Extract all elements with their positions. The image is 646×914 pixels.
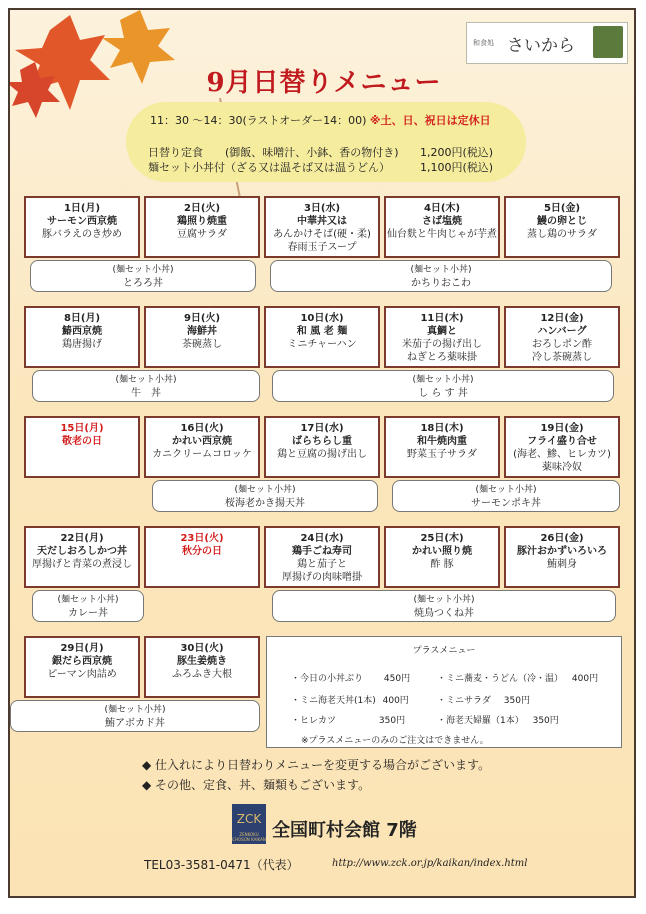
set-price: 1,100円(税込) xyxy=(420,161,494,174)
logo-small-text: 和食処 xyxy=(473,39,494,47)
day-date: 29日(月) xyxy=(60,643,104,654)
day-cell xyxy=(384,196,500,258)
men-set-box xyxy=(152,480,378,512)
men-set-label: (麺セット小丼) xyxy=(57,595,119,605)
day-cell xyxy=(504,416,620,478)
day-dish: かれい照り焼 xyxy=(412,546,472,557)
day-date: 19日(金) xyxy=(540,423,584,434)
day-dish: 鶏唐揚げ xyxy=(62,339,102,350)
day-dish: 米茄子の揚げ出し xyxy=(402,339,482,350)
day-dish: 酢 豚 xyxy=(430,559,454,570)
day-dish: 海鮮丼 xyxy=(187,326,217,337)
day-dish: かれい西京焼 xyxy=(172,436,232,447)
men-set-dish: 桜海老かき揚天丼 xyxy=(225,498,305,509)
venue-name: 全国町村会館 7階 xyxy=(272,820,417,841)
set-name: 麺セット小丼付（ざる又は温そば又は温うどん） xyxy=(148,161,390,174)
day-dish: 野菜玉子サラダ xyxy=(407,449,477,460)
day-dish: ねぎとろ薬味掛 xyxy=(407,352,477,363)
website-link[interactable]: http://www.zck.or.jp/kaikan/index.html xyxy=(332,858,528,869)
logo-name: さいから xyxy=(507,36,575,56)
men-set-box xyxy=(30,260,256,292)
notice-line: ◆ 仕入れにより日替わりメニューを変更する場合がございます。 xyxy=(142,758,491,772)
day-date: 25日(木) xyxy=(420,533,464,544)
day-date: 30日(火) xyxy=(180,643,224,654)
men-set-box xyxy=(270,260,612,292)
day-dish: 真鯛と xyxy=(427,326,457,337)
day-dish: さば塩焼 xyxy=(422,216,462,227)
day-dish: 鶏と豆腐の揚げ出し xyxy=(277,449,367,460)
plus-item: ・海老天婦羅（1本） 350円 xyxy=(437,716,559,726)
set-price: 1,200円(税込) xyxy=(420,146,494,159)
day-dish: (海老、鯵、ヒレカツ) xyxy=(513,449,611,460)
day-cell xyxy=(504,526,620,588)
day-date: 15日(月) xyxy=(60,423,104,434)
day-date: 11日(木) xyxy=(420,313,464,324)
men-set-dish: 牛 丼 xyxy=(131,388,161,399)
men-set-box xyxy=(10,700,260,732)
day-dish: 豚バラえのき炒め xyxy=(42,229,122,240)
day-dish: おろしポン酢 xyxy=(532,339,592,350)
zck-logo: ZCK ZENKOKU CHOSON KAIKAN xyxy=(232,804,266,844)
men-set-label: (麺セット小丼) xyxy=(413,595,475,605)
day-dish: 豚生姜焼き xyxy=(177,656,227,667)
day-cell xyxy=(24,526,140,588)
business-hours xyxy=(150,112,491,128)
day-date: 3日(水) xyxy=(303,203,341,214)
day-date: 24日(水) xyxy=(300,533,344,544)
day-date: 17日(水) xyxy=(300,423,344,434)
men-set-box xyxy=(32,590,144,622)
men-set-dish: 鮪アボカド丼 xyxy=(105,718,165,729)
day-date: 22日(月) xyxy=(60,533,104,544)
day-cell xyxy=(264,306,380,368)
day-date: 12日(金) xyxy=(540,313,584,324)
plus-note: ※プラスメニューのみのご注文はできません。 xyxy=(301,736,489,746)
men-set-box xyxy=(32,370,260,402)
telephone: TEL03-3581-0471（代表） xyxy=(144,858,299,872)
day-cell xyxy=(144,526,260,588)
day-dish: 鶏手ごね寿司 xyxy=(292,546,352,557)
plus-menu-title: プラスメニュー xyxy=(412,646,476,656)
men-set-dish: サーモンポキ丼 xyxy=(471,498,541,509)
plus-item: ・ミニ蕎麦・うどん（冷・温） 400円 xyxy=(437,674,599,684)
day-dish: 鰆西京焼 xyxy=(62,326,102,337)
day-dish: ピーマン肉詰め xyxy=(47,669,117,680)
day-cell xyxy=(384,416,500,478)
day-cell xyxy=(24,306,140,368)
day-date: 4日(木) xyxy=(423,203,461,214)
day-cell xyxy=(144,636,260,698)
men-set-dish: かちりおこわ xyxy=(411,278,471,289)
notice-line: ◆ その他、定食、丼、麺類もございます。 xyxy=(142,778,371,792)
menu-flyer xyxy=(8,8,636,898)
day-dish: あんかけそば(硬・柔) xyxy=(273,229,371,240)
closed-days: ※土、日、祝日は定休日 xyxy=(369,114,491,127)
day-cell xyxy=(264,526,380,588)
day-dish: 中華丼又は xyxy=(297,216,347,227)
plus-item: ・ヒレカツ 350円 xyxy=(291,716,406,726)
plus-item: ・今日の小丼ぶり 450円 xyxy=(291,674,411,684)
men-set-box xyxy=(272,590,616,622)
day-cell xyxy=(264,416,380,478)
day-dish: 鶏と茄子と xyxy=(297,559,347,570)
day-cell xyxy=(24,416,140,478)
men-set-label: (麺セット小丼) xyxy=(410,265,472,275)
day-date: 9日(火) xyxy=(183,313,221,324)
men-set-label: (麺セット小丼) xyxy=(104,705,166,715)
day-dish: 鶏照り焼重 xyxy=(177,216,227,227)
wheat-icon xyxy=(593,26,623,58)
plus-item: ・ミニ海老天丼(1本) 400円 xyxy=(291,696,409,706)
plus-item: ・ミニサラダ 350円 xyxy=(437,696,530,706)
day-dish: ふろふき大根 xyxy=(172,669,232,680)
men-set-dish: し ら す 丼 xyxy=(418,388,468,399)
day-dish: ハンバーグ xyxy=(537,326,587,337)
day-cell xyxy=(144,196,260,258)
day-dish: 厚揚げと青菜の煮浸し xyxy=(32,559,132,570)
day-date: 5日(金) xyxy=(543,203,581,214)
day-cell xyxy=(384,526,500,588)
day-dish: 茶碗蒸し xyxy=(182,339,222,350)
men-set-dish: カレー丼 xyxy=(68,608,108,619)
day-dish: 鰻の卵とじ xyxy=(537,216,587,227)
men-set-dish: 焼鳥つくね丼 xyxy=(414,608,474,619)
page-title: 9月日替りメニュー xyxy=(206,68,442,98)
day-date: 23日(火) xyxy=(180,533,224,544)
day-dish: 鮪刺身 xyxy=(547,559,577,570)
day-dish: 天だしおろしかつ丼 xyxy=(37,546,127,557)
men-set-box xyxy=(392,480,620,512)
day-dish: 薬味冷奴 xyxy=(542,462,582,473)
day-dish: 秋分の日 xyxy=(182,546,222,557)
day-dish: カニクリームコロッケ xyxy=(152,449,252,460)
men-set-label: (麺セット小丼) xyxy=(475,485,537,495)
day-dish: 蒸し鶏のサラダ xyxy=(527,229,597,240)
day-date: 18日(木) xyxy=(420,423,464,434)
day-cell xyxy=(504,306,620,368)
day-date: 10日(水) xyxy=(300,313,344,324)
men-set-label: (麺セット小丼) xyxy=(115,375,177,385)
day-cell xyxy=(24,196,140,258)
day-date: 2日(火) xyxy=(183,203,221,214)
day-cell xyxy=(384,306,500,368)
set-line-teishoku xyxy=(148,144,494,160)
day-date: 8日(月) xyxy=(63,313,101,324)
day-dish: ミニチャーハン xyxy=(287,339,357,350)
day-cell xyxy=(144,416,260,478)
men-set-label: (麺セット小丼) xyxy=(412,375,474,385)
day-dish: 豆腐サラダ xyxy=(177,229,227,240)
day-date: 16日(火) xyxy=(180,423,224,434)
day-date: 1日(月) xyxy=(63,203,101,214)
day-dish: フライ盛り合せ xyxy=(527,436,597,447)
set-line-men xyxy=(148,159,494,175)
day-dish: 豚汁おかずいろいろ xyxy=(517,546,607,557)
men-set-box xyxy=(272,370,614,402)
day-dish: 銀だら西京焼 xyxy=(52,656,112,667)
restaurant-logo xyxy=(466,22,628,64)
day-date: 26日(金) xyxy=(540,533,584,544)
men-set-label: (麺セット小丼) xyxy=(234,485,296,495)
day-cell xyxy=(24,636,140,698)
day-dish: 和牛焼肉重 xyxy=(417,436,467,447)
day-dish: サーモン西京焼 xyxy=(47,216,117,227)
hours-time: 11：30 〜14：30(ラストオーダー14：00) xyxy=(150,114,367,127)
day-cell xyxy=(144,306,260,368)
set-name: 日替り定食 (御飯、味噌汁、小鉢、香の物付き) xyxy=(148,146,399,159)
day-dish: 仙台麩と牛肉じゃが芋煮 xyxy=(387,229,497,240)
day-cell xyxy=(264,196,380,258)
day-dish: 冷し茶碗蒸し xyxy=(532,352,592,363)
day-cell xyxy=(504,196,620,258)
day-dish: 和 風 老 麺 xyxy=(296,326,348,337)
day-dish: ばらちらし重 xyxy=(292,436,352,447)
day-dish: 春雨玉子スープ xyxy=(287,242,357,253)
day-dish: 厚揚げの肉味噌掛 xyxy=(282,572,362,583)
plus-menu xyxy=(266,636,622,748)
men-set-dish: とろろ丼 xyxy=(123,278,163,289)
day-dish: 敬老の日 xyxy=(62,436,102,447)
men-set-label: (麺セット小丼) xyxy=(112,265,174,275)
